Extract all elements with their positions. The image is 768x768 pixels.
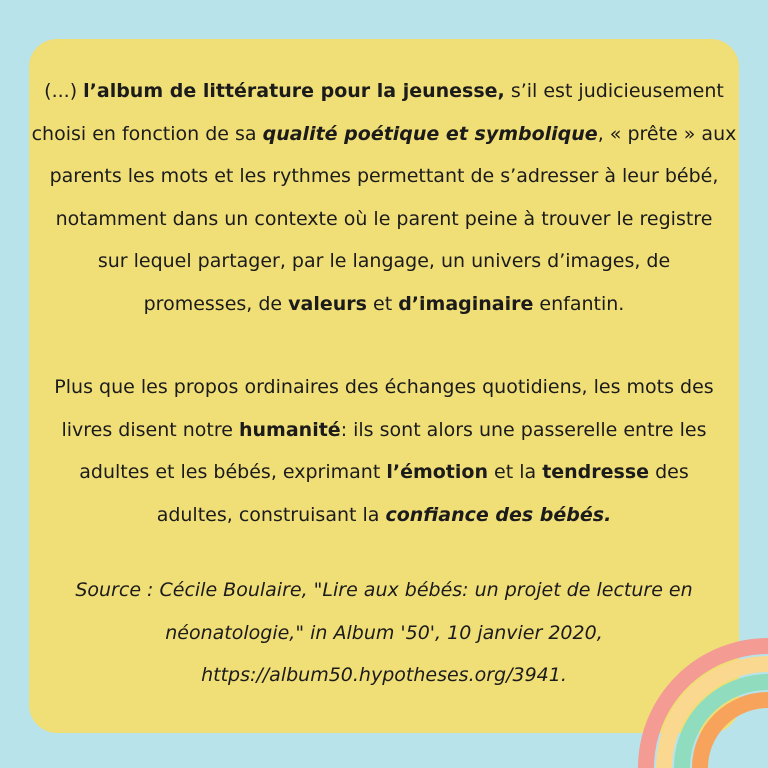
quote-card bbox=[29, 39, 739, 733]
emphasis-bold: tendresse bbox=[542, 461, 650, 483]
quote-paragraph-2 bbox=[29, 366, 739, 536]
emphasis-bold-italic: qualité poétique et symbolique bbox=[262, 122, 598, 145]
quote-paragraph-1 bbox=[29, 70, 739, 325]
source-line: néonatologie," in Album '50', 10 janvier 2020, bbox=[165, 621, 603, 644]
emphasis-bold: l’émotion bbox=[386, 461, 488, 483]
quote-line: (...) l’album de littérature pour la jeunesse, s’il est judicieusement bbox=[44, 80, 724, 102]
emphasis-bold-italic: confiance des bébés. bbox=[385, 503, 612, 526]
quote-line: adultes, construisant la confiance des bébés. bbox=[156, 503, 612, 526]
quote-line: Plus que les propos ordinaires des échanges quotidiens, les mots des bbox=[54, 376, 714, 398]
quote-line: notamment dans un contexte où le parent peine à trouver le registre bbox=[55, 207, 713, 230]
quote-line: parents les mots et les rythmes permettant de s’adresser à leur bébé, bbox=[49, 165, 719, 187]
source-line: https://album50.hypotheses.org/3941. bbox=[201, 664, 567, 686]
emphasis-bold: l’album de littérature pour la jeunesse, bbox=[83, 80, 505, 102]
quote-line: livres disent notre humanité: ils sont alors une passerelle entre les bbox=[61, 418, 707, 441]
quote-line: sur lequel partager, par le langage, un univers d’images, de bbox=[97, 250, 671, 272]
quote-line: promesses, de valeurs et d’imaginaire enfantin. bbox=[143, 292, 625, 315]
source-line: Source : Cécile Boulaire, "Lire aux bébés: un projet de lecture en bbox=[75, 579, 693, 601]
quote-line: adultes et les bébés, exprimant l’émotion et la tendresse des bbox=[79, 461, 689, 483]
source-citation bbox=[29, 569, 739, 697]
emphasis-bold: d’imaginaire bbox=[398, 292, 534, 315]
emphasis-bold: valeurs bbox=[288, 292, 367, 315]
emphasis-bold: humanité bbox=[239, 418, 341, 441]
quote-line: choisi en fonction de sa qualité poétique et symbolique, « prête » aux bbox=[31, 122, 737, 145]
